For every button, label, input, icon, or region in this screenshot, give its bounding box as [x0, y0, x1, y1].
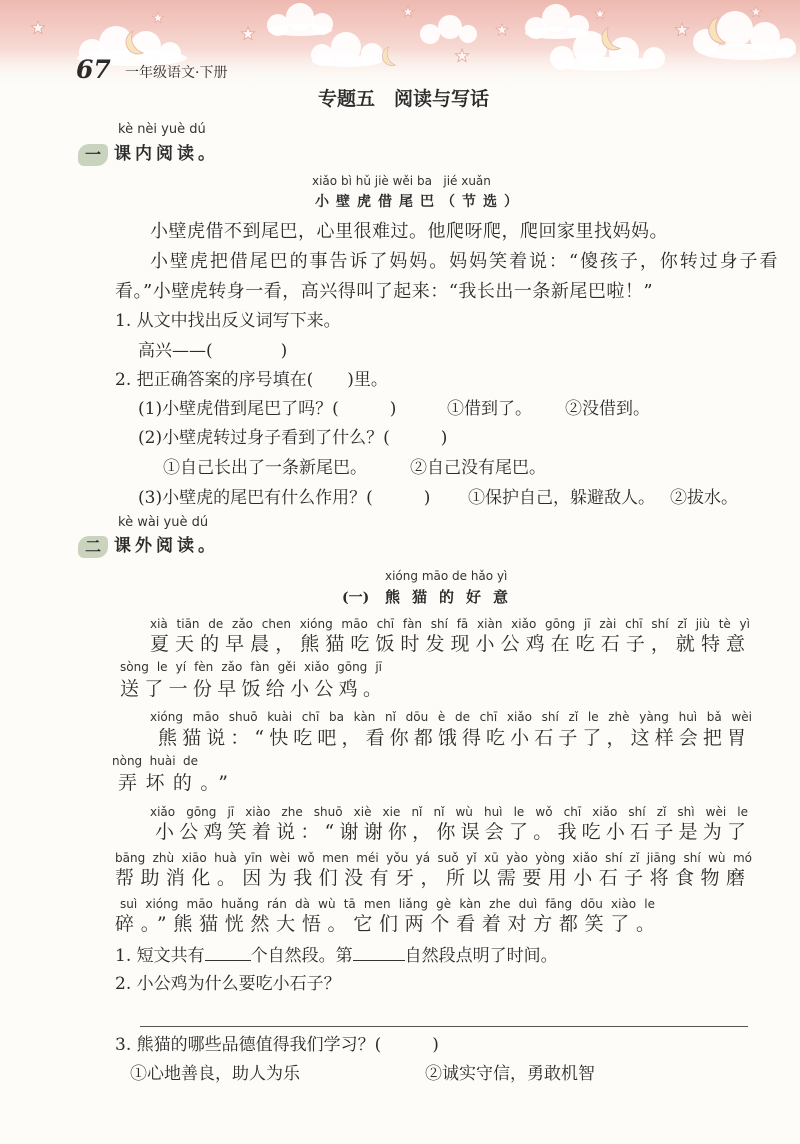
passage-1-line: 看。”小壁虎转身一看，高兴得叫了起来：“我长出一条新尾巴啦！”	[115, 281, 654, 302]
passage-2-title: 熊猫的好意	[385, 588, 521, 606]
answer-line	[140, 1026, 748, 1027]
ruby-pinyin-line: sòng le yí fèn zǎo fàn gěi xiǎo gōng jī	[120, 660, 382, 674]
s1-question-1-answer: 高兴——( )	[138, 341, 288, 361]
section-1-heading: 课内阅读。	[114, 144, 219, 164]
ruby-pinyin-line: xiǎo gōng jī xiào zhe shuō xiè xie nǐ nǐ wù huì le wǒ chī xiǎo shí zǐ shì wèi le	[150, 805, 748, 819]
s1-q2-item-3-option-2: ②拔水。	[670, 488, 738, 508]
s1-q2-item-3-option-1: ①保护自己，躲避敌人。	[468, 488, 655, 508]
s1-question-2: 2. 把正确答案的序号填在( )里。	[115, 370, 388, 390]
ruby-text-line: 夏天的早晨，熊猫吃饭时发现小公鸡在吃石子，就特意	[150, 633, 750, 655]
s1-q2-item-3: (3)小壁虎的尾巴有什么作用？( )	[138, 488, 431, 508]
s1-question-1: 1. 从文中找出反义词写下来。	[115, 311, 341, 331]
s1-q2-item-1-option-1: ①借到了。	[447, 399, 532, 419]
s2-question-3: 3. 熊猫的哪些品德值得我们学习？( )	[115, 1035, 439, 1055]
ruby-pinyin-line: xià tiān de zǎo chen xióng māo chī fàn shí fā xiàn xiǎo gōng jī zài chī shí zǐ jiù tè yì	[150, 617, 750, 631]
passage-2-label: (一)	[342, 590, 370, 606]
s2-question-1	[115, 945, 558, 967]
section-2-number-badge: 二	[78, 536, 108, 558]
ruby-text-line: 弄坏的。”	[118, 772, 230, 794]
s2-q1-prefix: 1. 短文共有	[115, 946, 205, 966]
passage-1-title-pinyin: xiǎo bì hǔ jiè wěi ba jié xuǎn	[312, 174, 491, 188]
ruby-pinyin-line: bāng zhù xiāo huà yīn wèi wǒ men méi yǒu yá suǒ yǐ xū yào yòng xiǎo shí zǐ jiāng shí wù mó	[115, 851, 752, 865]
answer-blank	[205, 945, 251, 961]
ruby-pinyin-line: suì xióng māo huǎng rán dà wù tā men liǎng gè kàn zhe duì fāng dōu xiào le	[120, 897, 655, 911]
passage-1-line: 小壁虎把借尾巴的事告诉了妈妈。妈妈笑着说：“傻孩子，你转过身子看	[150, 251, 778, 272]
ruby-text-line: 小公鸡笑着说：“谢谢你，你误会了。我吃小石子是为了	[155, 821, 750, 843]
s2-q3-option-1: ①心地善良，助人为乐	[130, 1064, 300, 1084]
section-1-heading-pinyin: kè nèi yuè dú	[118, 122, 206, 137]
answer-blank	[353, 945, 405, 961]
page-number: 67	[76, 55, 111, 84]
passage-1-line: 小壁虎借不到尾巴，心里很难过。他爬呀爬，爬回家里找妈妈。	[150, 221, 668, 242]
s2-q1-middle: 个自然段。第	[250, 946, 353, 966]
header-decoration	[0, 0, 800, 95]
s1-q2-item-1: (1)小壁虎借到尾巴了吗？( )	[138, 399, 397, 419]
ruby-pinyin-line: xióng māo shuō kuài chī ba kàn nǐ dōu è de chī xiǎo shí zǐ le zhè yàng huì bǎ wèi	[150, 710, 752, 724]
section-2-heading-pinyin: kè wài yuè dú	[118, 515, 209, 530]
book-title: 一年级语文·下册	[125, 65, 228, 81]
ruby-pinyin-line: nòng huài de	[112, 754, 198, 768]
page-title: 专题五 阅读与写话	[318, 88, 490, 110]
s1-q2-item-2-option-1: ①自己长出了一条新尾巴。	[163, 458, 367, 478]
s1-q2-item-2-option-2: ②自己没有尾巴。	[410, 458, 546, 478]
section-2-heading: 课外阅读。	[114, 536, 219, 556]
ruby-text-line: 送了一份早饭给小公鸡。	[120, 678, 386, 700]
section-1-number-badge: 一	[78, 144, 108, 166]
s2-q1-suffix: 自然段点明了时间。	[404, 946, 558, 966]
passage-1-title: 小壁虎借尾巴（节选）	[315, 194, 525, 210]
s1-q2-item-2: (2)小壁虎转过身子看到了什么？( )	[138, 428, 448, 448]
s2-q3-option-2: ②诚实守信，勇敢机智	[425, 1064, 595, 1084]
passage-2-title-pinyin: xióng māo de hǎo yì	[385, 569, 508, 583]
ruby-text-line: 熊猫说：“快吃吧，看你都饿得吃小石子了，这样会把胃	[158, 727, 750, 749]
s2-question-2: 2. 小公鸡为什么要吃小石子？	[115, 974, 341, 994]
s1-q2-item-1-option-2: ②没借到。	[565, 399, 650, 419]
ruby-text-line: 帮助消化。因为我们没有牙，所以需要用小石子将食物磨	[115, 867, 750, 889]
ruby-text-line: 碎。”熊猫恍然大悟。它们两个看着对方都笑了。	[115, 913, 660, 935]
